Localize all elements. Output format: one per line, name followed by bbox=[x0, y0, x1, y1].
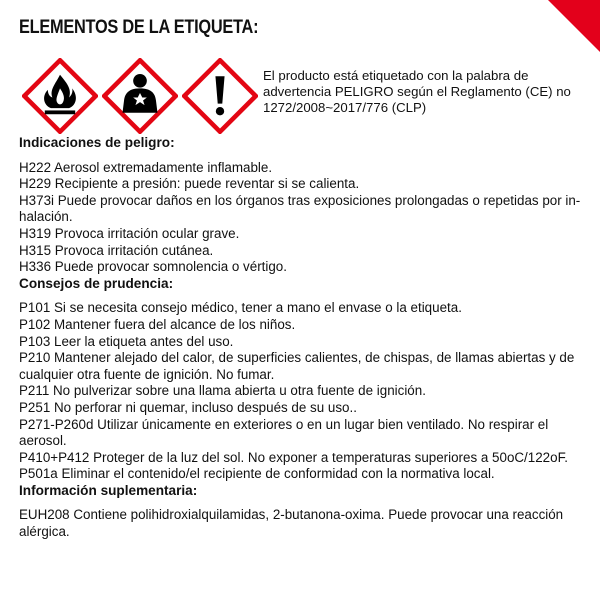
signal-word-statement: El producto está etiquetado con la palabra de advertencia PELIGRO según el Reglamento (CE) no 1272/2008~2017/776 (CLP) bbox=[263, 68, 571, 115]
label-statements bbox=[19, 135, 585, 541]
supplementary-statement: EUH208 Contiene polihidroxialquilamidas, 2-butanona-oxima. Puede provocar una reacción alérgica. bbox=[19, 507, 564, 540]
ghs-pictograms bbox=[22, 58, 258, 134]
hazard-statement: H336 Puede provocar somnolencia o vértigo. bbox=[19, 259, 287, 275]
hazard-heading: Indicaciones de peligro: bbox=[19, 135, 175, 150]
precaution-statement: P410+P412 Proteger de la luz del sol. No exponer a temperaturas superiores a 50oC/122oF. bbox=[19, 449, 568, 465]
precaution-statement: P101 Si se necesita consejo médico, tener a mano el envase o la etiqueta. bbox=[19, 300, 462, 316]
precaution-heading: Consejos de prudencia: bbox=[19, 275, 174, 291]
hazard-statement: H222 Aerosol extremadamente inflamable. bbox=[19, 159, 273, 175]
precaution-statement: P251 No perforar ni quemar, incluso después de su uso.. bbox=[19, 399, 357, 415]
supplementary-heading: Información suplementaria: bbox=[19, 482, 198, 498]
corner-accent bbox=[548, 0, 600, 52]
hazard-statement: H229 Recipiente a presión: puede reventar si se calienta. bbox=[19, 176, 360, 192]
exclamation-mark-icon bbox=[182, 58, 258, 134]
health-hazard-icon bbox=[102, 58, 178, 134]
hazard-statement: H319 Provoca irritación ocular grave. bbox=[19, 225, 240, 241]
precaution-statement: P211 No pulverizar sobre una llama abierta u otra fuente de ignición. bbox=[19, 383, 426, 399]
page-title: ELEMENTOS DE LA ETIQUETA: bbox=[19, 17, 259, 38]
hazard-statement: H373i Puede provocar daños en los órganos tras exposiciones prolongadas o repetidas por in-halación. bbox=[19, 192, 581, 225]
hazard-statement: H315 Provoca irritación cutánea. bbox=[19, 242, 214, 258]
precaution-statement: P271-P260d Utilizar únicamente en exteriores o en un lugar bien ventilado. No respirar el aerosol. bbox=[19, 416, 549, 449]
flame-icon bbox=[22, 58, 98, 134]
precaution-statement: P210 Mantener alejado del calor, de superficies calientes, de chispas, de llamas abiertas y de cualquier otra fuente de ignición. No fumar. bbox=[19, 350, 575, 382]
precaution-statement: P103 Leer la etiqueta antes del uso. bbox=[19, 333, 234, 349]
precaution-statement: P102 Mantener fuera del alcance de los niños. bbox=[19, 316, 296, 332]
precaution-statement: P501a Eliminar el contenido/el recipiente de conformidad con la normativa local. bbox=[19, 466, 495, 482]
